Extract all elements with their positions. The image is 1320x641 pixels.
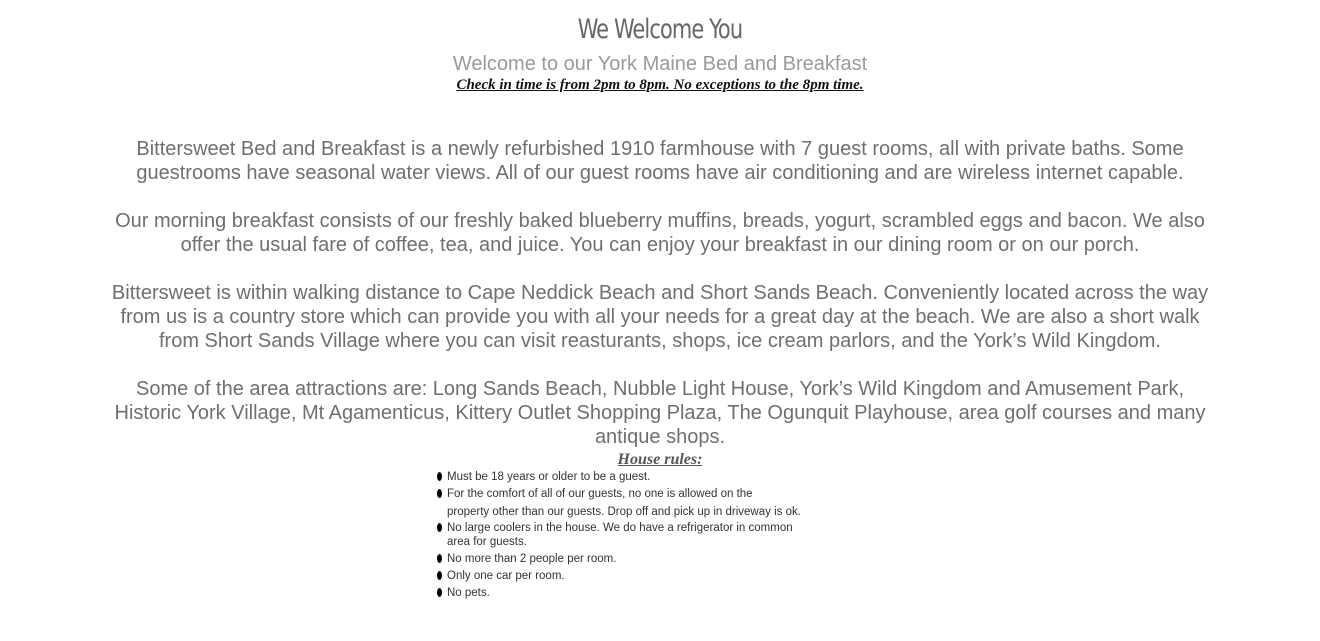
rule-occupancy	[437, 552, 837, 566]
house-rules-list	[437, 470, 837, 603]
rule-text: No more than 2 people per room.	[447, 553, 617, 565]
location-paragraph: Bittersweet is within walking distance to Cape Neddick Beach and Short Sands Beach. Conveniently located across the way from us is a country store which can provide you with all your needs for a great day at the beach. We are also a short walk from Short Sands Village where you can visit reasturants, shops, ice cream parlors, and the York’s Wild Kingdom.	[111, 282, 1209, 352]
bullet-icon	[437, 523, 442, 532]
rule-cars	[437, 569, 837, 583]
intro-paragraph: Bittersweet Bed and Breakfast is a newly refurbished 1910 farmhouse with 7 guest rooms, all with private baths. Some guestrooms have seasonal water views. All of our guest rooms have air conditioning and are wireless internet capable.	[136, 138, 1184, 184]
bullet-icon	[437, 554, 442, 563]
rule-pets	[437, 586, 837, 600]
page-subtitle: Welcome to our York Maine Bed and Breakfast	[452, 53, 868, 75]
rule-text: No large coolers in the house. We do have a refrigerator in common	[447, 522, 793, 534]
rule-text: area for guests.	[447, 536, 527, 548]
rule-text: Must be 18 years or older to be a guest.	[447, 471, 651, 483]
bullet-icon	[437, 489, 442, 498]
rule-text: property other than our guests. Drop off and pick up in driveway is ok.	[447, 506, 801, 518]
rule-text: No pets.	[447, 587, 490, 599]
rule-text: Only one car per room.	[447, 570, 565, 582]
rule-text: For the comfort of all of our guests, no one is allowed on the	[447, 488, 753, 500]
rule-coolers	[437, 521, 837, 549]
house-rules-heading: House rules:	[617, 451, 703, 468]
bullet-icon	[437, 472, 442, 481]
attractions-paragraph: Some of the area attractions are: Long Sands Beach, Nubble Light House, York’s Wild Kingdom and Amusement Park, Historic York Village, Mt Agamenticus, Kittery Outlet Shopping Plaza, The Ogunquit Playhouse, area golf courses and many antique shops.	[114, 378, 1206, 448]
breakfast-paragraph: Our morning breakfast consists of our freshly baked blueberry muffins, breads, yogurt, scrambled eggs and bacon. We also offer the usual fare of coffee, tea, and juice. You can enjoy your breakfast in our dining room or on our porch.	[115, 210, 1205, 256]
rule-guests-only	[437, 485, 837, 521]
checkin-notice: Check in time is from 2pm to 8pm. No exceptions to the 8pm time.	[456, 77, 864, 93]
bullet-icon	[437, 588, 442, 597]
bullet-icon	[437, 571, 442, 580]
rule-age	[437, 470, 837, 484]
page-title: We Welcome You	[577, 14, 743, 45]
